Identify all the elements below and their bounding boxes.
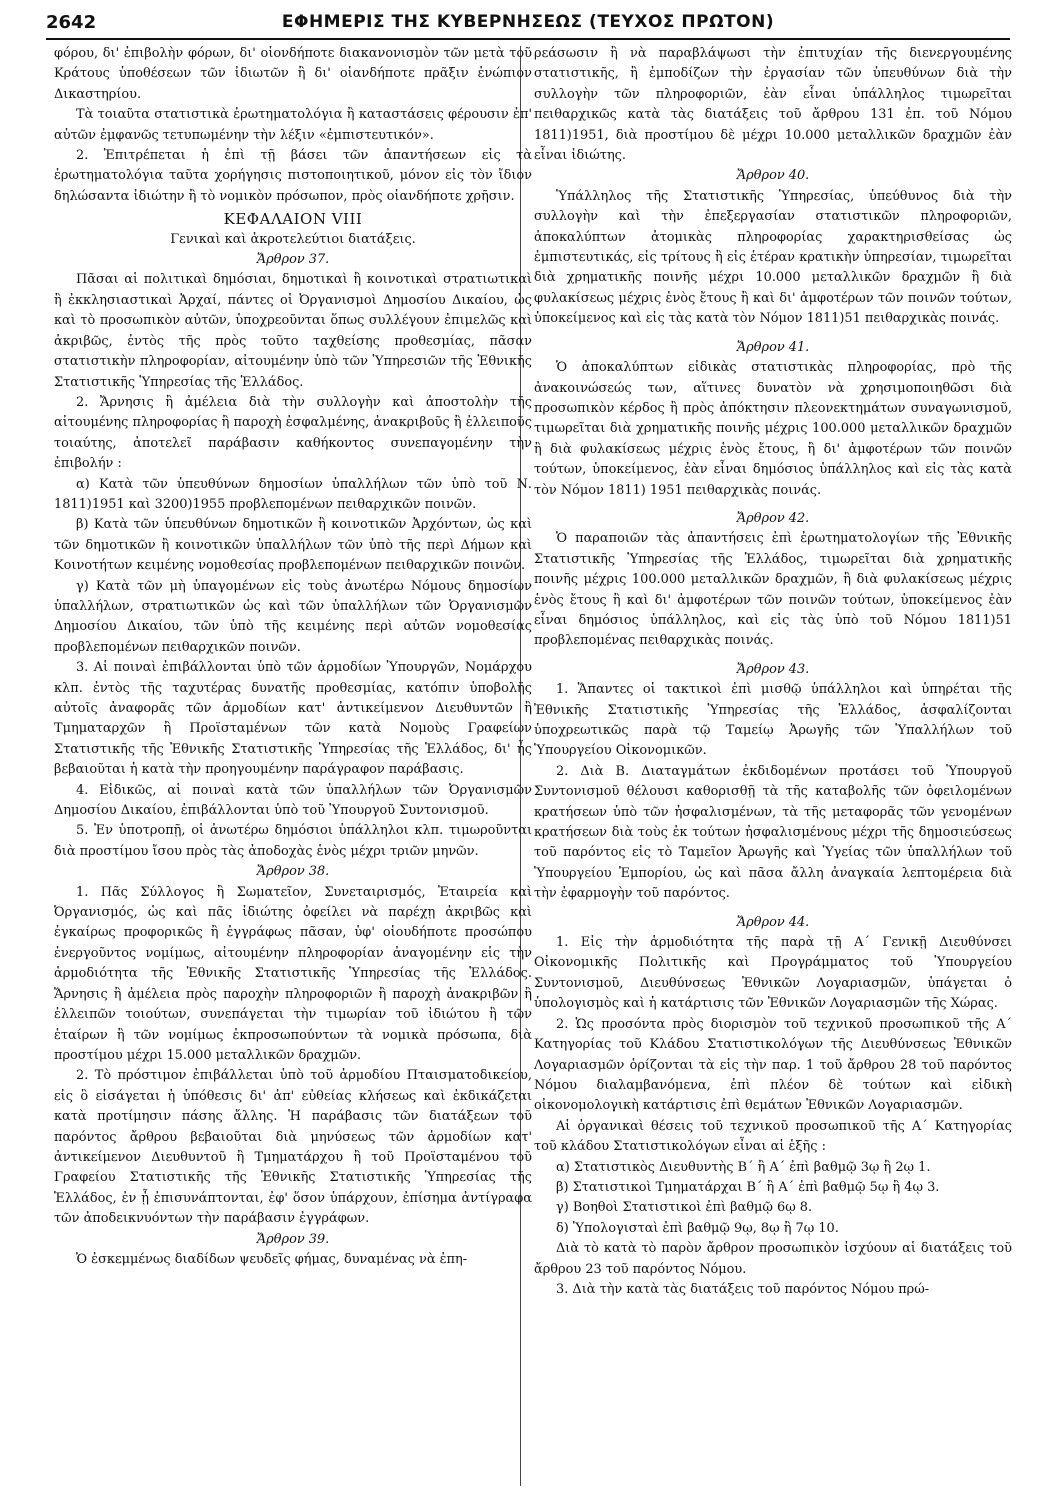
paragraph: 1. Πᾶς Σύλλογος ἢ Σωματεῖον, Συνεταιρισμός, Ἑταιρεία καὶ Ὀργανισμός, ὡς καὶ πᾶς ἰδιώτης ὀφείλει νὰ παρέχῃ ἀκριβῶς καὶ ἐγκαίρως προφορικῶς ἢ ἐγγράφως πᾶσαν, ὑφ' οἱουδήποτε προσώπου ἐνεργοῦντος νομίμως, αἰτουμένην πληροφορίαν ἀναγομένην εἰς τὴν ἁρμοδιότητα τῆς Ἐθνικῆς Στατιστικῆς Ὑπηρεσίας τῆς Ἑλλάδος. Ἄρνησις ἢ ἀμέλεια πρὸς παροχὴν πληροφοριῶν ἢ παροχὴ ἀνακριβῶν ἢ ἐλλειπῶν τοιούτων, συνεπάγεται τὴν τιμωρίαν τοῦ ἰδιώτου ἢ τῶν ἑταίρων ἢ τῶν νομίμως ἐκπροσωπούντων τὰ νομικὰ πρόσωπα, διὰ προστίμου μέχρι 15.000 μεταλλικῶν δραχμῶν. <box>54 884 532 1063</box>
list-item: δ) Ὑπολογισταὶ ἐπὶ βαθμῷ 9ῳ, 8ῳ ἢ 7ῳ 10. <box>556 1220 839 1236</box>
gazette-title: ΕΦΗΜΕΡΙΣ ΤΗΣ ΚΥΒΕΡΝΗΣΕΩΣ (ΤΕΥΧΟΣ ΠΡΩΤΟΝ) <box>281 12 775 32</box>
paragraph: 1. Ἅπαντες οἱ τακτικοὶ ἐπὶ μισθῷ ὑπάλληλοι καὶ ὑπηρέται τῆς Ἐθνικῆς Στατιστικῆς Ὑπηρεσίας τῆς Ἑλλάδος, ἀσφαλίζονται ὑποχρεωτικῶς παρὰ τῷ Ταμείῳ Ἀρωγῆς τῶν Ὑπαλλήλων τοῦ Ὑπουργείου Οἰκονομικῶν. <box>534 682 1012 759</box>
article-heading: Ἄρθρον 39. <box>256 1231 330 1247</box>
article-heading: Ἄρθρον 42. <box>736 510 810 526</box>
list-item: β) Στατιστικοὶ Τμηματάρχαι Β΄ ἢ Α΄ ἐπὶ βαθμῷ 5ῳ ἢ 4ῳ 3. <box>556 1179 940 1195</box>
page-header <box>46 8 1010 40</box>
left-column <box>54 44 532 1270</box>
paragraph: 2. Τὸ πρόστιμον ἐπιβάλλεται ὑπὸ τοῦ ἁρμοδίου Πταισματοδικείου, εἰς ὃ εἰσάγεται ἡ ὑπόθεσις δι' ἀπ' εὐθείας κλήσεως καὶ ἐκδικάζεται κατὰ προτίμησιν πάσης ἄλλης. Ἡ παράβασις τῶν διατάξεων τοῦ παρόντος ἄρθρου βεβαιοῦται διὰ μηνύσεως τῶν ἁρμοδίων κατ' ἀντικείμενον Διευθυντοῦ ἢ Τμηματάρχου ἢ τοῦ Προϊσταμένου τοῦ Γραφείου Στατιστικῆς τῆς Ἐθνικῆς Στατιστικῆς Ὑπηρεσίας τῆς Ἑλλάδος, ἐν ᾗ ἐπισυνάπτονται, ἐφ' ὅσον ὑπάρχουν, ἐπίσημα ἀντίγραφα τῶν ἀποδεικνυόντων τὴν παράβασιν ἐγγράφων. <box>54 1068 532 1227</box>
article-heading: Ἄρθρον 38. <box>256 864 330 880</box>
paragraph: 4. Εἰδικῶς, αἱ ποιναὶ κατὰ τῶν ὑπαλλήλων τῶν Ὀργανισμῶν Δημοσίου Δικαίου, ἐπιβάλλονται ὑπὸ τοῦ Ὑπουργοῦ Συντονισμοῦ. <box>54 782 532 819</box>
article-heading: Ἄρθρον 44. <box>736 914 810 930</box>
list-item: α) Κατὰ τῶν ὑπευθύνων δημοσίων ὑπαλλήλων τῶν ὑπὸ τοῦ Ν. 1811)1951 καὶ 3200)1955 προβλεπομένων πειθαρχικῶν ποινῶν. <box>54 476 532 512</box>
page-number: 2642 <box>46 12 97 33</box>
paragraph: ρεάσωσιν ἢ νὰ παραβλάψωσι τὴν ἐπιτυχίαν τῆς διενεργουμένης στατιστικῆς, ἢ ἐμποδίζων τὴν ἐργασίαν τῶν ὑπευθύνων διὰ τὴν συλλογὴν τῶν πληροφοριῶν, ἐὰν εἶναι ὑπάλληλος τιμωρεῖται πειθαρχικῶς κατὰ τὰς διατάξεις τοῦ ἄρθρου 131 ἐπ. τοῦ Νόμου 1811)1951, διὰ προστίμου δὲ μέχρι 10.000 μεταλλικῶν δραχμῶν ἐὰν εἶναι ἰδιώτης. <box>534 46 1012 164</box>
paragraph: Διὰ τὸ κατὰ τὸ παρὸν ἄρθρον προσωπικὸν ἰσχύουν αἱ διατάξεις τοῦ ἄρθρου 23 τοῦ παρόντος Νόμου. <box>534 1241 1012 1277</box>
article-heading: Ἄρθρον 37. <box>256 252 330 268</box>
paragraph: 1. Εἰς τὴν ἁρμοδιότητα τῆς παρὰ τῇ Α΄ Γενικῇ Διευθύνσει Οἰκονομικῆς Πολιτικῆς καὶ Προγράμματος τοῦ Ὑπουργείου Συντονισμοῦ, Διευθύνσεως Ἐθνικῶν Λογαριασμῶν, ὑπάγεται ὁ ὑπολογισμὸς καὶ ἡ κατάρτισις τῶν Ἐθνικῶν Λογαριασμῶν τῆς Χώρας. <box>534 935 1012 1012</box>
article-heading: Ἄρθρον 41. <box>736 339 810 355</box>
paragraph: 3. Διὰ τὴν κατὰ τὰς διατάξεις τοῦ παρόντος Νόμου πρώ- <box>556 1281 930 1297</box>
article-heading: Ἄρθρον 43. <box>736 661 810 677</box>
paragraph: Τὰ τοιαῦτα στατιστικὰ ἐρωτηματολόγια ἢ καταστάσεις φέρουσιν ἐπ' αὐτῶν ἐμφανῶς τετυπωμένην τὴν λέξιν «ἐμπιστευτικόν». <box>54 107 532 143</box>
list-item: γ) Κατὰ τῶν μὴ ὑπαγομένων εἰς τοὺς ἀνωτέρω Νόμους δημοσίων ὑπαλλήλων, στρατιωτικῶν ὡς καὶ τῶν ὑπαλλήλων τῶν Ὀργανισμῶν Δημοσίου Δικαίου, τῶν ὑπὸ τῆς κειμένης περὶ αὐτῶν νομοθεσίας προβλεπομένων πειθαρχικῶν ποινῶν. <box>54 578 532 655</box>
paragraph: Ὁ ἐσκεμμένως διαδίδων ψευδεῖς φήμας, δυναμένας νὰ ἐπη- <box>76 1251 468 1267</box>
chapter-subtitle: Γενικαὶ καὶ ἀκροτελεύτιοι διατάξεις. <box>170 231 416 247</box>
paragraph: 2. Ἐπιτρέπεται ἡ ἐπὶ τῇ βάσει τῶν ἀπαντήσεων εἰς τὰ ἐρωτηματολόγια ταῦτα χορήγησις πιστοποιητικοῦ, μόνον εἰς τὸν ἴδιον δηλώσαντα ἰδιώτην ἢ τὸ νομικὸν πρόσωπον, πρὸς οἱανδήποτε χρῆσιν. <box>54 148 532 204</box>
paragraph: Αἱ ὀργανικαὶ θέσεις τοῦ τεχνικοῦ προσωπικοῦ τῆς Α΄ Κατηγορίας τοῦ κλάδου Στατιστικολόγων εἶναι αἱ ἑξῆς : <box>534 1118 1012 1155</box>
paragraph: 2. Ὡς προσόντα πρὸς διορισμὸν τοῦ τεχνικοῦ προσωπικοῦ τῆς Α΄ Κατηγορίας τοῦ Κλάδου Στατιστικολόγων τῆς Διευθύνσεως Ἐθνικῶν Λογαριασμῶν ὁρίζονται τὰ εἰς τὴν παρ. 1 τοῦ ἄρθρου 28 τοῦ παρόντος Νόμου διαλαμβανόμενα, ἐπὶ πλέον δὲ τούτων καὶ εἰδικὴ οἰκονομολογικὴ κατάρτισις ἐπὶ θεμάτων Ἐθνικῶν Λογαριασμῶν. <box>534 1016 1012 1114</box>
paragraph: 2. Διὰ Β. Διαταγμάτων ἐκδιδομένων προτάσει τοῦ Ὑπουργοῦ Συντονισμοῦ θέλουσι καθορισθῇ τὰ τῆς καταβολῆς τῶν ὀφειλομένων κρατήσεων ὑπὸ τῶν ἠσφαλισμένων, τὰ τῆς μεταφορᾶς τῶν γενομένων κρατήσεων διὰ τοὺς ἐκ τούτων ἠσφαλισμένους μέχρι τῆς δημοσιεύσεως τοῦ παρόντος εἰς τὸ Ταμεῖον Ἀρωγῆς καὶ Ὑγείας τῶν ὑπαλλήλων τοῦ Ὑπουργείου Ἐμπορίου, ὡς καὶ πᾶσα ἄλλη ἀναγκαία λεπτομέρεια διὰ τὴν ἐφαρμογὴν τοῦ παρόντος. <box>534 763 1012 902</box>
paragraph: φόρου, δι' ἐπιβολὴν φόρων, δι' οἱονδήποτε διακανονισμὸν τῶν μετὰ τοῦ Κράτους ὑποθέσεων τῶν ἰδιωτῶν ἢ δι' οἱανδήποτε πρᾶξιν ἐνώπιον Δικαστηρίου. <box>54 46 532 102</box>
paragraph: 2. Ἄρνησις ἢ ἀμέλεια διὰ τὴν συλλογὴν καὶ ἀποστολὴν τῆς αἰτουμένης πληροφορίας ἢ παροχὴ ἐσφαλμένης, ἀνακριβοῦς ἢ ἐλλειποῦς τοιαύτης, ἀποτελεῖ παράβασιν καθήκοντος συνεπαγομένην τὴν ἐπιβολήν : <box>54 394 532 472</box>
paragraph: Ὁ παραποιῶν τὰς ἀπαντήσεις ἐπὶ ἐρωτηματολογίων τῆς Ἐθνικῆς Στατιστικῆς Ὑπηρεσίας τῆς Ἑλλάδος, τιμωρεῖται διὰ χρηματικῆς ποινῆς μέχρις 100.000 μεταλλικῶν δραχμῶν, ἢ διὰ φυλακίσεως μέχρις ἑνὸς ἔτους ἢ καὶ δι' ἀμφοτέρων τῶν ποινῶν τούτων, ὑποκείμενος ἐὰν εἶναι δημόσιος ὑπάλληλος, καὶ εἰς τὰς ὑπὸ τοῦ Νόμου 1811)51 προβλεπομένας πειθαρχικὰς ποινάς. <box>534 531 1012 649</box>
list-item: β) Κατὰ τῶν ὑπευθύνων δημοτικῶν ἢ κοινοτικῶν Ἀρχόντων, ὡς καὶ τῶν δημοτικῶν ἢ κοινοτικῶν ὑπαλλήλων τῶν ὑπὸ τῆς περὶ Δήμων καὶ Κοινοτήτων κειμένης νομοθεσίας προβλεπομένων πειθαρχικῶν ποινῶν. <box>54 517 532 574</box>
paragraph: Ὑπάλληλος τῆς Στατιστικῆς Ὑπηρεσίας, ὑπεύθυνος διὰ τὴν συλλογὴν καὶ τὴν ἐπεξεργασίαν στατιστικῶν πληροφοριῶν, ἀποκαλύπτων ἀτομικὰς πληροφορίας χαρακτηρισθείσας ὡς ἐμπιστευτικάς, εἰς τρίτους ἢ εἰς ἑτέραν κρατικὴν ὑπηρεσίαν, τιμωρεῖται διὰ χρηματικῆς ποινῆς μέχρι 10.000 μεταλλικῶν δραχμῶν ἢ διὰ φυλακίσεως μέχρις ἑνὸς ἔτους ἢ καὶ δι' ἀμφοτέρων τῶν ποινῶν τούτων, ὑποκείμενος καὶ εἰς τὰς κατὰ τὸν Νόμον 1811)51 πειθαρχικὰς ποινάς. <box>534 188 1012 327</box>
paragraph: 5. Ἐν ὑποτροπῇ, οἱ ἀνωτέρω δημόσιοι ὑπάλληλοι κλπ. τιμωροῦνται διὰ προστίμου ἴσου πρὸς τὰς ἀποδοχὰς ἑνὸς μέχρι τριῶν μηνῶν. <box>54 823 532 859</box>
list-item: γ) Βοηθοὶ Στατιστικοὶ ἐπὶ βαθμῷ 6ῳ 8. <box>556 1200 813 1216</box>
paragraph: Ὁ ἀποκαλύπτων εἰδικὰς στατιστικὰς πληροφορίας, πρὸ τῆς ἀνακοινώσεώς των, αἵτινες δυνατὸν νὰ χρησιμοποιηθῶσι διὰ προσωπικὸν κέρδος ἢ πρὸς ἀπόκτησιν πλεονεκτημάτων συναγωνισμοῦ, τιμωρεῖται διὰ χρηματικῆς ποινῆς μέχρις 100.000 μεταλλικῶν δραχμῶν ἢ διὰ φυλακίσεως μέχρις ἑνὸς ἔτους, ἢ δι' ἀμφοτέρων τῶν ποινῶν τούτων, ὑποκείμενος, ἐὰν εἶναι δημόσιος ὑπάλληλος καὶ εἰς τὰς κατὰ τὸν Νόμον 1811) 1951 πειθαρχικὰς ποινάς. <box>534 360 1012 498</box>
paragraph: Πᾶσαι αἱ πολιτικαὶ δημόσιαι, δημοτικαὶ ἢ κοινοτικαὶ στρατιωτικαὶ ἢ ἐκκλησιαστικαὶ Ἀρχαί, πάντες οἱ Ὀργανισμοὶ Δημοσίου Δικαίου, ὡς καὶ τὸ προσωπικὸν αὐτῶν, ὑποχρεοῦνται ὅπως συλλέγουν ἐπιμελῶς καὶ ἀκριβῶς, ἐντὸς τῆς πρὸς τοῦτο ταχθείσης προθεσμίας, πᾶσαν στατιστικὴν πληροφορίαν, αἰτουμένην ὑπὸ τῶν Ὑπηρεσιῶν τῆς Ἐθνικῆς Στατιστικῆς Ὑπηρεσίας τῆς Ἑλλάδος. <box>54 272 532 390</box>
article-heading: Ἄρθρον 40. <box>736 168 810 184</box>
list-item: α) Στατιστικὸς Διευθυντὴς Β΄ ἢ Α΄ ἐπὶ βαθμῷ 3ῳ ἢ 2ῳ 1. <box>556 1159 931 1175</box>
right-column <box>534 44 1012 1300</box>
chapter-heading: ΚΕΦΑΛΑΙΟΝ VIII <box>223 210 363 229</box>
paragraph: 3. Αἱ ποιναὶ ἐπιβάλλονται ὑπὸ τῶν ἁρμοδίων Ὑπουργῶν, Νομάρχου κλπ. ἐντὸς τῆς ταχυτέρας δυνατῆς προθεσμίας, κατόπιν ὑποβολῆς αὐτοῖς ἀναφορᾶς τῶν ἁρμοδίων κατ' ἀντικείμενον Διευθυντῶν ἢ Τμηματαρχῶν ἢ Προϊσταμένων τῶν κατὰ Νομοὺς Γραφείων Στατιστικῆς τῆς Ἐθνικῆς Στατιστικῆς Ὑπηρεσίας τῆς Ἑλλάδος, δι' ἧς βεβαιοῦται ἡ κατὰ τὴν προηγουμένην παράγραφον παράβασις. <box>54 660 532 778</box>
